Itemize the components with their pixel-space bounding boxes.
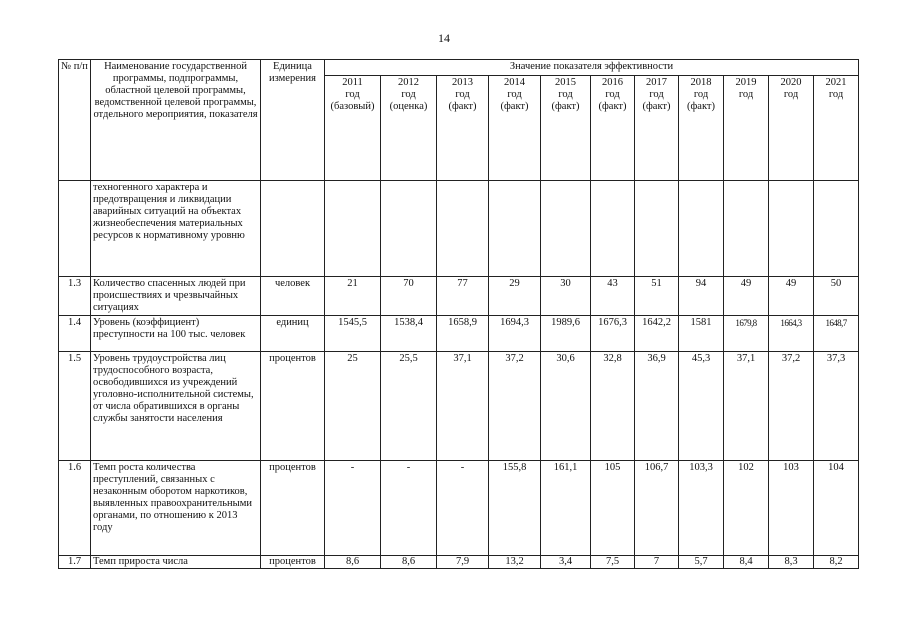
row-value: 1679,8: [724, 316, 769, 352]
row-value: 50: [814, 277, 859, 316]
row-value: 106,7: [635, 461, 679, 556]
row-value: 102: [724, 461, 769, 556]
row-value: [381, 181, 437, 277]
row-unit: единиц: [261, 316, 325, 352]
row-value: 30: [541, 277, 591, 316]
row-value: 13,2: [489, 556, 541, 569]
row-value: 8,3: [769, 556, 814, 569]
row-num: 1.3: [59, 277, 91, 316]
row-value: 1694,3: [489, 316, 541, 352]
row-value: 49: [769, 277, 814, 316]
row-value: 30,6: [541, 352, 591, 461]
table-row: [59, 556, 859, 569]
table-row: [59, 181, 859, 277]
row-name: техногенного характера и предотвращения и ликвидации аварийных ситуаций на объектах жизнеобеспечения материальных ресурсов к нормативному уровню: [91, 181, 261, 277]
row-name: Темп прироста числа: [91, 556, 261, 569]
row-value: 32,8: [591, 352, 635, 461]
row-value: 7,5: [591, 556, 635, 569]
row-value: -: [325, 461, 381, 556]
row-value: 161,1: [541, 461, 591, 556]
header-year: 2021 год: [814, 76, 859, 181]
row-value: 94: [679, 277, 724, 316]
header-year: 2011 год (базовый): [325, 76, 381, 181]
row-value: 21: [325, 277, 381, 316]
header-values-group: Значение показателя эффективности: [325, 60, 859, 76]
row-value: [541, 181, 591, 277]
row-value: 105: [591, 461, 635, 556]
row-name: Уровень (коэффициент) преступности на 100 тыс. человек: [91, 316, 261, 352]
row-value: 45,3: [679, 352, 724, 461]
row-value: 7,9: [437, 556, 489, 569]
header-year: 2012 год (оценка): [381, 76, 437, 181]
row-value: 43: [591, 277, 635, 316]
row-value: 25: [325, 352, 381, 461]
row-value: 37,3: [814, 352, 859, 461]
row-value: 37,2: [769, 352, 814, 461]
row-value: 37,2: [489, 352, 541, 461]
page-number: 14: [438, 31, 450, 45]
header-unit: Единица измерения: [261, 60, 325, 181]
row-value: 51: [635, 277, 679, 316]
header-year: 2020 год: [769, 76, 814, 181]
row-value: [769, 181, 814, 277]
row-value: 8,4: [724, 556, 769, 569]
row-value: 5,7: [679, 556, 724, 569]
indicators-table: [58, 59, 859, 569]
row-value: 1658,9: [437, 316, 489, 352]
row-value: 104: [814, 461, 859, 556]
header-row-group: [59, 60, 859, 76]
row-value: [437, 181, 489, 277]
row-unit: [261, 181, 325, 277]
row-value: 155,8: [489, 461, 541, 556]
row-value: [724, 181, 769, 277]
row-unit: процентов: [261, 352, 325, 461]
row-value: [325, 181, 381, 277]
row-value: 1664,3: [769, 316, 814, 352]
row-value: [591, 181, 635, 277]
row-value: 1545,5: [325, 316, 381, 352]
row-num: 1.7: [59, 556, 91, 569]
row-value: 1581: [679, 316, 724, 352]
row-value: 103,3: [679, 461, 724, 556]
row-unit: человек: [261, 277, 325, 316]
row-unit: процентов: [261, 461, 325, 556]
row-value: 1676,3: [591, 316, 635, 352]
table-row: [59, 461, 859, 556]
header-num: № п/п: [59, 60, 91, 181]
row-value: 1648,7: [814, 316, 859, 352]
row-value: 8,6: [381, 556, 437, 569]
header-name: Наименование государственной программы, подпрограммы, областной целевой программы, ведомственной целевой программы, отдельного мероприятия, показателя: [91, 60, 261, 181]
row-name: Темп роста количества преступлений, связанных с незаконным оборотом наркотиков, выявленных правоохранительными органами, по отношению к 2013 году: [91, 461, 261, 556]
row-value: [679, 181, 724, 277]
row-value: [635, 181, 679, 277]
row-value: 1989,6: [541, 316, 591, 352]
row-value: 77: [437, 277, 489, 316]
row-value: 103: [769, 461, 814, 556]
row-value: 37,1: [437, 352, 489, 461]
row-value: 49: [724, 277, 769, 316]
row-value: 1642,2: [635, 316, 679, 352]
row-value: 3,4: [541, 556, 591, 569]
header-year: 2014 год (факт): [489, 76, 541, 181]
row-value: [489, 181, 541, 277]
row-value: [814, 181, 859, 277]
header-year: 2013 год (факт): [437, 76, 489, 181]
row-value: 1538,4: [381, 316, 437, 352]
header-year: 2019 год: [724, 76, 769, 181]
table-row: [59, 352, 859, 461]
row-value: 36,9: [635, 352, 679, 461]
row-value: 37,1: [724, 352, 769, 461]
header-year: 2015 год (факт): [541, 76, 591, 181]
table-row: [59, 316, 859, 352]
row-value: 25,5: [381, 352, 437, 461]
row-value: 8,2: [814, 556, 859, 569]
row-name: Уровень трудоустройства лиц трудоспособного возраста, освободившихся из учреждений уголовно-исполнительной системы, от числа обратившихся в органы службы занятости населения: [91, 352, 261, 461]
header-year: 2018 год (факт): [679, 76, 724, 181]
row-num: 1.5: [59, 352, 91, 461]
row-value: 7: [635, 556, 679, 569]
row-value: 29: [489, 277, 541, 316]
row-name: Количество спасенных людей при происшествиях и чрезвычайных ситуациях: [91, 277, 261, 316]
table-row: [59, 277, 859, 316]
row-value: 70: [381, 277, 437, 316]
row-value: 8,6: [325, 556, 381, 569]
row-num: 1.4: [59, 316, 91, 352]
header-year: 2017 год (факт): [635, 76, 679, 181]
row-unit: процентов: [261, 556, 325, 569]
row-value: -: [437, 461, 489, 556]
header-year: 2016 год (факт): [591, 76, 635, 181]
row-value: -: [381, 461, 437, 556]
row-num: [59, 181, 91, 277]
row-num: 1.6: [59, 461, 91, 556]
